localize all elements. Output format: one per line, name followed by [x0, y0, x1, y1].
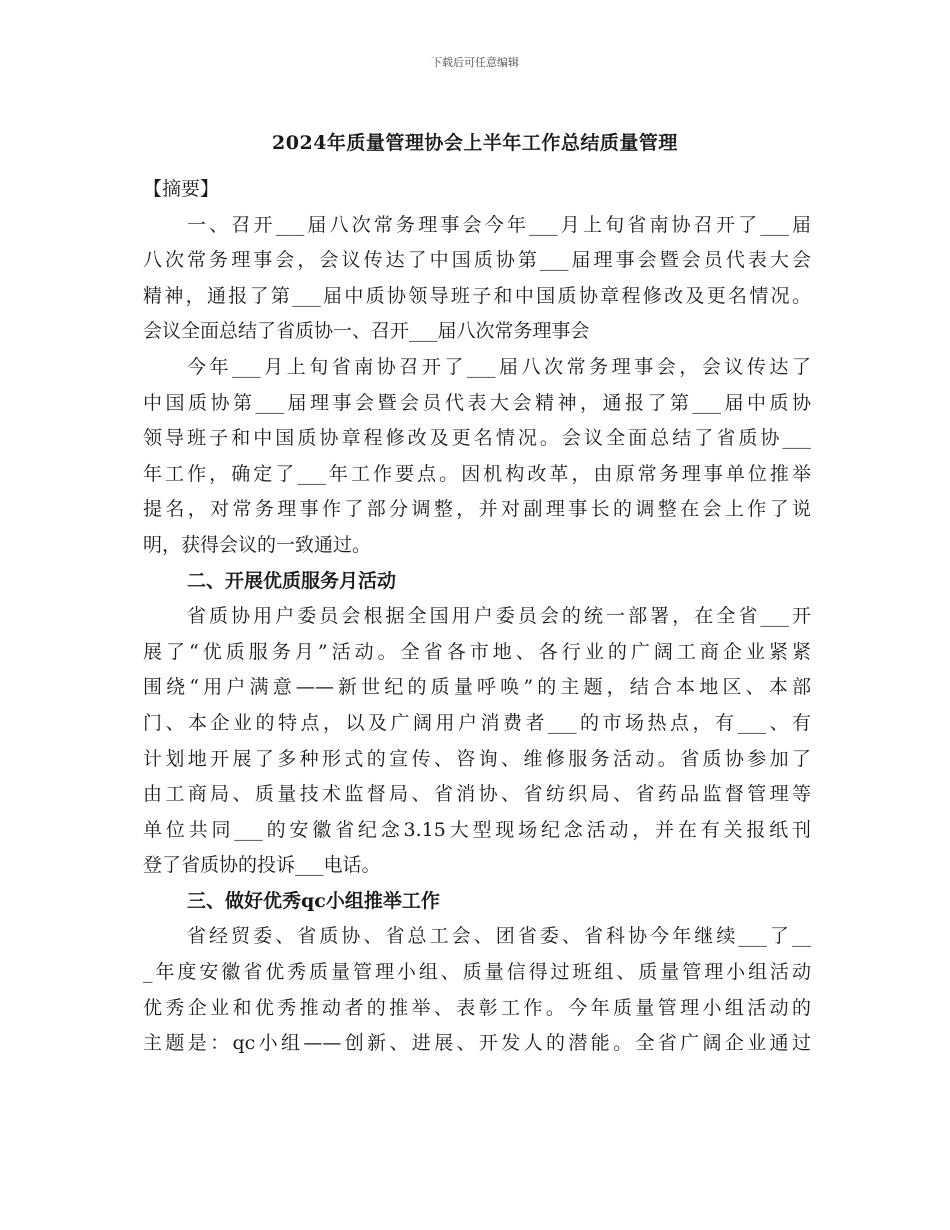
body-text-line: _年度安徽省优秀质量管理小组、质量信得过班组、质量管理小组活动	[143, 961, 811, 984]
body-text-line: 今年___月上旬省南协召开了___届八次常务理事会，会议传达了	[187, 355, 811, 378]
body-text-line: 中国质协第___届理事会暨会员代表大会精神，通报了第___届中质协	[143, 391, 811, 414]
body-text-line: 登了省质协的投诉___电话。	[143, 854, 381, 877]
body-text-line: 省经贸委、省质协、省总工会、团省委、省科协今年继续___了__	[187, 925, 811, 948]
section-heading: 二、开展优质服务月活动	[187, 569, 397, 592]
body-text-line: 一、召开___届八次常务理事会今年___月上旬省南协召开了___届	[187, 213, 811, 236]
body-text-line: 优秀企业和优秀推动者的推举、表彰工作。今年质量管理小组活动的	[143, 996, 811, 1019]
document-title: 2024年质量管理协会上半年工作总结质量管理	[272, 132, 678, 154]
body-text-line: 门、本企业的特点，以及广阔用户消费者___的市场热点，有___、有	[143, 711, 811, 734]
body-text-line: 八次常务理事会，会议传达了中国质协第___届理事会暨会员代表大会	[143, 249, 811, 272]
body-text-line: 由工商局、质量技术监督局、省消协、省纺织局、省药品监督管理等	[143, 783, 811, 806]
body-text-line: 会议全面总结了省质协一、召开___届八次常务理事会	[143, 320, 590, 343]
body-text-line: 围绕“用户满意——新世纪的质量呼唤”的主题，结合本地区、本部	[143, 676, 811, 699]
body-text-line: 精神，通报了第___届中质协领导班子和中国质协章程修改及更名情况。	[143, 284, 811, 307]
body-text-line: 【摘要】	[143, 178, 220, 200]
body-text-line: 领导班子和中国质协章程修改及更名情况。会议全面总结了省质协___	[143, 427, 811, 450]
page-header: 下载后可任意编辑	[431, 56, 519, 69]
body-text-line: 主题是：qc小组——创新、进展、开发人的潜能。全省广阔企业通过	[143, 1032, 811, 1055]
document-body	[143, 172, 811, 1062]
body-text-line: 展了“优质服务月”活动。全省各市地、各行业的广阔工商企业紧紧	[143, 640, 811, 663]
body-text-line: 计划地开展了多种形式的宣传、咨询、维修服务活动。省质协参加了	[143, 747, 811, 770]
body-text-line: 年工作，确定了___年工作要点。因机构改革，由原常务理事单位推举	[143, 462, 811, 485]
body-text-line: 明，获得会议的一致通过。	[143, 533, 372, 556]
body-text-line: 单位共同___的安徽省纪念3.15大型现场纪念活动，并在有关报纸刊	[143, 818, 811, 841]
body-text-line: 省质协用户委员会根据全国用户委员会的统一部署，在全省___开	[187, 605, 811, 628]
section-heading: 三、做好优秀qc小组推举工作	[187, 889, 440, 912]
body-text-line: 提名，对常务理事作了部分调整，并对副理事长的调整在会上作了说	[143, 498, 811, 521]
